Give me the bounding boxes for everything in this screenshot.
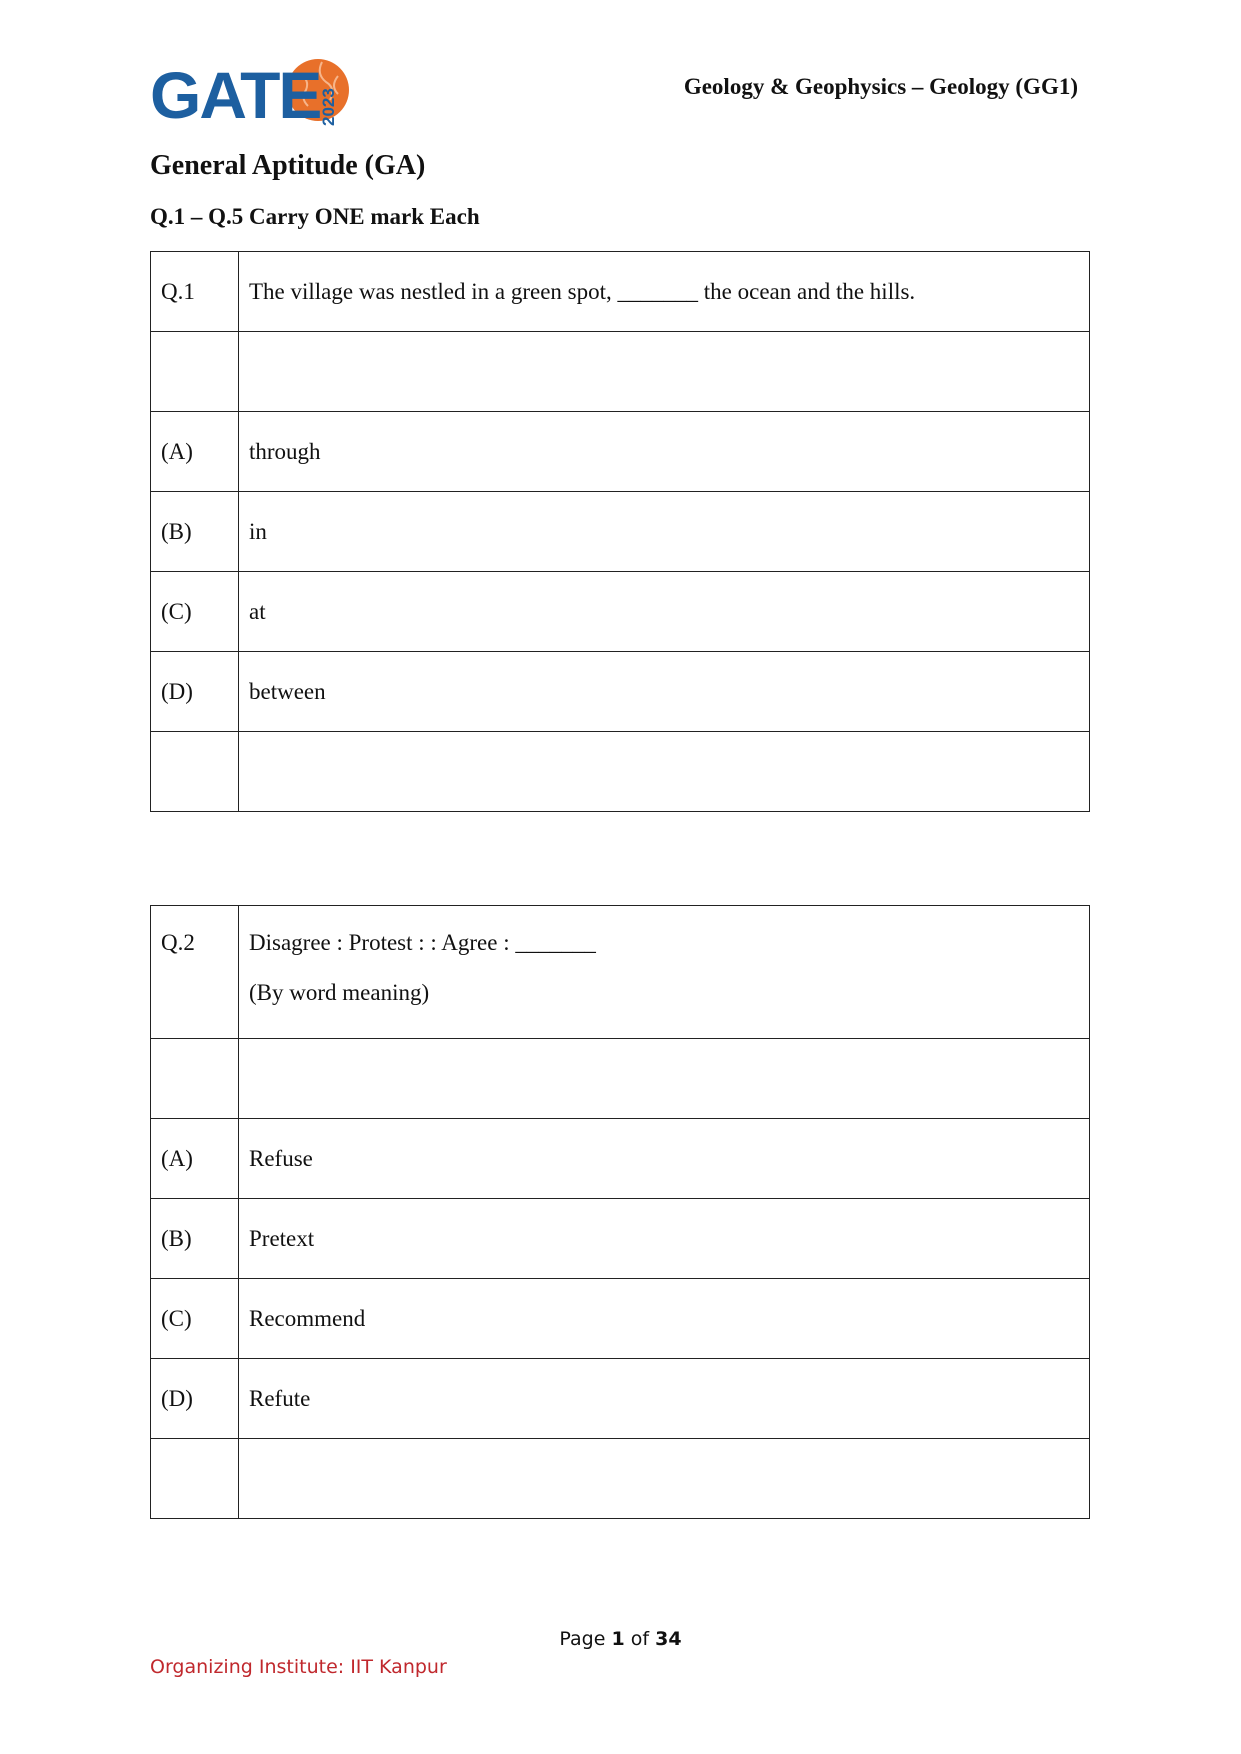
logo-year: 2023 [319, 88, 338, 126]
blank-row [151, 732, 1090, 812]
option-label: (B) [151, 1199, 239, 1279]
blank-row [151, 332, 1090, 412]
page-prefix: Page [559, 1628, 606, 1650]
question-row [151, 906, 1090, 1039]
option-text: at [239, 572, 1090, 652]
option-row [151, 412, 1090, 492]
option-text: in [239, 492, 1090, 572]
option-row [151, 1359, 1090, 1439]
option-label: (B) [151, 492, 239, 572]
question-number: Q.2 [151, 906, 239, 1039]
option-row [151, 492, 1090, 572]
blank-row [151, 1039, 1090, 1119]
gate-2023-logo [150, 56, 360, 136]
option-text: Refuse [239, 1119, 1090, 1199]
question-text: Disagree : Protest : : Agree : _______ [249, 930, 596, 955]
option-label: (C) [151, 572, 239, 652]
page-of: of [630, 1628, 650, 1650]
option-text: between [239, 652, 1090, 732]
question-body [239, 906, 1090, 1039]
logo-text: GATE [150, 58, 321, 132]
page-current: 1 [611, 1628, 625, 1650]
option-row [151, 1279, 1090, 1359]
section-title: General Aptitude (GA) [150, 150, 426, 181]
question-row [151, 252, 1090, 332]
page-total: 34 [655, 1628, 682, 1650]
paper-subject: Geology & Geophysics – Geology (GG1) [683, 74, 1078, 99]
blank-row [151, 1439, 1090, 1519]
marks-heading: Q.1 – Q.5 Carry ONE mark Each [150, 204, 480, 229]
option-text: Refute [239, 1359, 1090, 1439]
option-text: Pretext [239, 1199, 1090, 1279]
gate-logo-graphic [150, 56, 360, 136]
option-label: (D) [151, 1359, 239, 1439]
option-text: through [239, 412, 1090, 492]
option-row [151, 652, 1090, 732]
option-row [151, 572, 1090, 652]
organizing-institute: Organizing Institute: IIT Kanpur [150, 1656, 447, 1678]
option-label: (D) [151, 652, 239, 732]
question-number: Q.1 [151, 252, 239, 332]
question-table-q1 [150, 251, 1090, 812]
option-label: (A) [151, 412, 239, 492]
option-text: Recommend [239, 1279, 1090, 1359]
option-row [151, 1119, 1090, 1199]
question-subtext: (By word meaning) [249, 980, 430, 1005]
question-text: The village was nestled in a green spot, _______ the ocean and the hills. [239, 252, 1090, 332]
option-row [151, 1199, 1090, 1279]
option-label: (A) [151, 1119, 239, 1199]
page-number [0, 1628, 1241, 1650]
option-label: (C) [151, 1279, 239, 1359]
question-table-q2 [150, 905, 1090, 1519]
